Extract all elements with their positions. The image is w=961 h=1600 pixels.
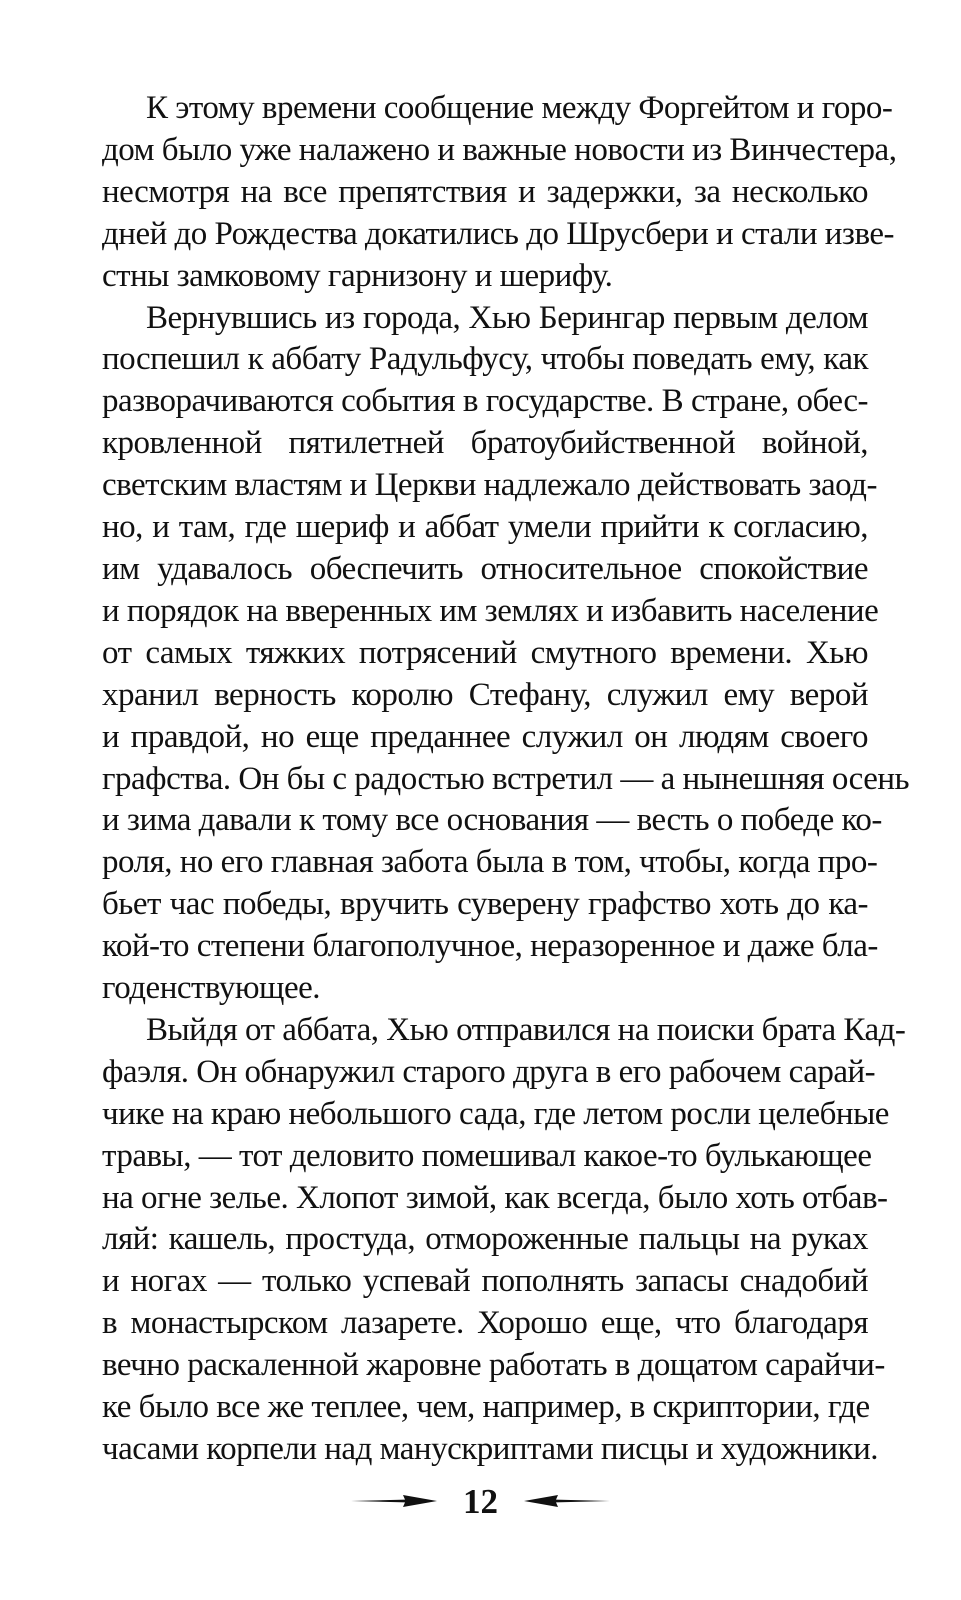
paragraph bbox=[102, 298, 910, 1010]
page-footer bbox=[0, 1476, 961, 1526]
text-line: Вернувшись из города, Хью Берингар первым делом bbox=[146, 299, 868, 336]
text-line: и порядок на вверенных им землях и избавить население bbox=[102, 592, 879, 629]
text-line: светским властям и Церкви надлежало действовать заод- bbox=[102, 467, 877, 504]
arrow-ornament-right-icon bbox=[351, 1494, 437, 1508]
text-line: ке было все же теплее, чем, например, в скриптории, где bbox=[102, 1389, 870, 1426]
text-line: на огне зелье. Хлопот зимой, как всегда, было хоть отбав- bbox=[102, 1179, 888, 1216]
text-line: графства. Он бы с радостью встретил — а нынешняя осень bbox=[102, 760, 910, 797]
text-line: им удавалось обеспечить относительное спокойствие bbox=[102, 550, 868, 587]
text-line: Выйдя от аббата, Хью отправился на поиски брата Кад- bbox=[146, 1011, 906, 1048]
text-line: и зима давали к тому все основания — весть о победе ко- bbox=[102, 802, 882, 839]
text-line: кой-то степени благополучное, неразоренное и даже бла- bbox=[102, 928, 878, 965]
text-line: от самых тяжких потрясений смутного времени. Хью bbox=[102, 634, 868, 671]
text-line: несмотря на все препятствия и задержки, за несколько bbox=[102, 173, 868, 210]
page-number: 12 bbox=[463, 1481, 498, 1521]
text-line: травы, — тот деловито помешивал какое-то булькающее bbox=[102, 1137, 872, 1174]
text-line: и правдой, но еще преданнее служил он людям своего bbox=[102, 718, 868, 755]
paragraph bbox=[102, 88, 897, 298]
text-line: кровленной пятилетней братоубийственной войной, bbox=[102, 425, 868, 462]
text-line: годенствующее. bbox=[102, 970, 320, 1007]
text-line: чике на краю небольшого сада, где летом росли целебные bbox=[102, 1095, 889, 1132]
text-line: в монастырском лазарете. Хорошо еще, что благодаря bbox=[102, 1305, 868, 1342]
text-line: дом было уже налажено и важные новости из Винчестера, bbox=[102, 131, 897, 168]
text-line: поспешил к аббату Радульфусу, чтобы поведать ему, как bbox=[102, 341, 868, 378]
text-line: роля, но его главная забота была в том, чтобы, когда про- bbox=[102, 844, 878, 881]
paragraph bbox=[102, 1010, 906, 1471]
text-line: дней до Рождества докатились до Шрусбери и стали изве- bbox=[102, 215, 894, 252]
text-line: К этому времени сообщение между Форгейтом и горо- bbox=[146, 90, 893, 126]
text-line: стны замковому гарнизону и шерифу. bbox=[102, 257, 613, 294]
arrow-ornament-left-icon bbox=[524, 1494, 610, 1508]
text-line: хранил верность королю Стефану, служил ему верой bbox=[102, 676, 868, 713]
text-line: разворачиваются события в государстве. В стране, обес- bbox=[102, 383, 868, 420]
text-line: ляй: кашель, простуда, отмороженные пальцы на руках bbox=[102, 1221, 868, 1258]
text-line: но, и там, где шериф и аббат умели прийти к согласию, bbox=[102, 509, 868, 546]
text-line: вечно раскаленной жаровне работать в дощатом сарайчи- bbox=[102, 1347, 885, 1384]
text-line: часами корпели над манускриптами писцы и художники. bbox=[102, 1431, 879, 1467]
text-line: и ногах — только успевай пополнять запасы снадобий bbox=[102, 1263, 868, 1300]
text-line: бьет час победы, вручить суверену графство хоть до ка- bbox=[102, 886, 868, 923]
text-line: фаэля. Он обнаружил старого друга в его рабочем сарай- bbox=[102, 1053, 876, 1090]
body-text bbox=[102, 88, 910, 1471]
